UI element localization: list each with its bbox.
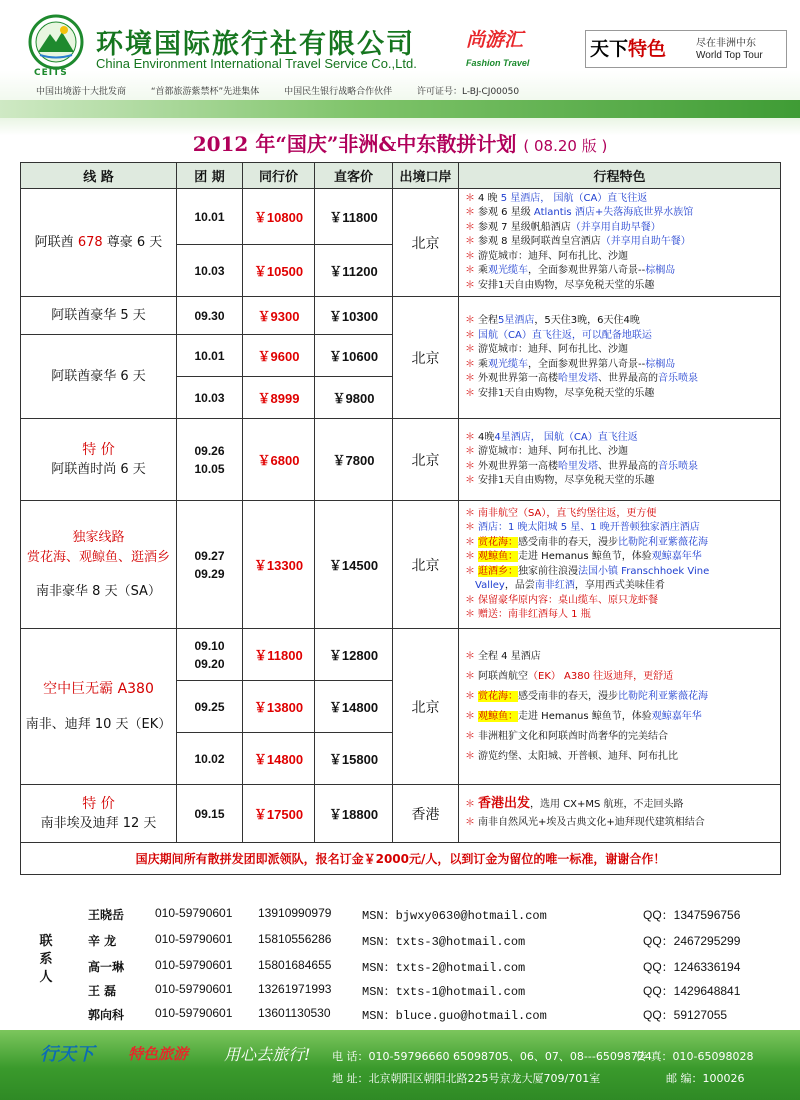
table-row xyxy=(21,419,781,501)
peer-price-cell: ￥6800 xyxy=(243,419,315,501)
logo-tag: CEITS xyxy=(34,68,68,78)
col-header-peer-price: 同行价 xyxy=(243,163,315,189)
route-name: 南非埃及迪拜 12 天 xyxy=(40,815,157,831)
feature-text: 南非红酒 xyxy=(534,580,575,591)
feature-text: 全程 xyxy=(478,315,498,326)
contacts-label xyxy=(38,933,54,987)
feature-text: 哈里发塔 xyxy=(558,460,598,472)
bullet: ＊ xyxy=(465,221,475,233)
col-header-features: 行程特色 xyxy=(459,163,781,189)
page-title-version: ( 08.20 版 ) xyxy=(523,137,608,155)
feature-text: Valley xyxy=(475,580,505,591)
contact-tel: 010-59790601 xyxy=(155,906,233,920)
date-value: 09.27 xyxy=(194,548,225,563)
contact-qq: QQ：2467295299 xyxy=(643,934,741,948)
feature-text: 5 星酒店， xyxy=(500,192,551,204)
direct-price-cell: ￥11800 xyxy=(315,189,393,245)
route-cell xyxy=(21,189,177,297)
contact-name: 郭向科 xyxy=(88,1008,125,1022)
bullet: ＊ xyxy=(465,373,475,384)
brand-tese: 特色 xyxy=(628,38,667,60)
feature-highlight: 赏花海： xyxy=(478,536,518,548)
contact-name: 王 磊 xyxy=(88,984,117,998)
notice-row xyxy=(21,843,781,875)
feature-text: 棕榈岛 xyxy=(645,265,676,277)
peer-price-cell: ￥11800 xyxy=(243,629,315,681)
route-cell xyxy=(21,785,177,843)
date-cell: 10.01 xyxy=(177,335,243,377)
honor-item: 中国民生银行战略合作伙伴 xyxy=(284,87,393,97)
feature-text: Atlantis 酒店+失落海底世界水族馆 xyxy=(533,207,694,219)
feature-text: （EK） A380 往返迪拜，更舒适 xyxy=(528,670,674,682)
brand-slogan-en: World Top Tour xyxy=(696,50,763,61)
feature-text: 阿联酋航空 xyxy=(478,670,528,682)
feature-text: 乘 xyxy=(478,358,488,370)
col-header-direct-price: 直客价 xyxy=(315,163,393,189)
bullet: ＊ xyxy=(465,207,475,219)
features-cell xyxy=(459,501,781,629)
feature-text: 外观世界第一高楼 xyxy=(478,373,558,384)
bullet: ＊ xyxy=(465,710,475,722)
date-cell: 09.15 xyxy=(177,785,243,843)
feature-text: 感受南非的春天，漫步 xyxy=(518,690,618,702)
honor-item: “首都旅游紫禁杯”先进集体 xyxy=(150,87,260,97)
contact-msn: MSN：txts-3@hotmail.com xyxy=(362,935,526,949)
feature-text: 观鲸嘉年华 xyxy=(651,551,702,562)
direct-price-cell: ￥10600 xyxy=(315,335,393,377)
footer-slogan: 用心去旅行! xyxy=(224,1045,311,1064)
bullet: ＊ xyxy=(465,329,475,341)
route-name: 南非、迪拜 10 天（EK） xyxy=(25,716,172,732)
date-cell: 10.02 xyxy=(177,733,243,785)
feature-text: 、世界最高的 xyxy=(598,373,658,384)
direct-price-cell: ￥14500 xyxy=(315,501,393,629)
feature-text: 游览城市：迪拜、阿布扎比、沙迦 xyxy=(478,250,628,262)
bullet: ＊ xyxy=(465,431,475,443)
footer xyxy=(0,1030,800,1100)
contact-tel: 010-59790601 xyxy=(155,1006,233,1020)
feature-text: 安排1天自由购物，尽享免税天堂的乐趣 xyxy=(478,475,655,486)
bullet: ＊ xyxy=(465,750,475,762)
peer-price-cell: ￥10800 xyxy=(243,189,315,245)
date-value: 09.29 xyxy=(194,566,225,581)
feature-text: 国航（CA）直飞往返 xyxy=(550,192,648,204)
port-cell: 北京 xyxy=(393,501,459,629)
bullet: ＊ xyxy=(465,315,475,326)
date-cell: 09.30 xyxy=(177,297,243,335)
feature-text: 5星酒店 xyxy=(498,315,535,326)
route-tag: 特 价 xyxy=(82,795,115,812)
feature-text: 赠送：南非红酒每人 1 瓶 xyxy=(478,609,591,620)
fashion-travel-logo-text: 尚游汇 xyxy=(466,29,524,51)
feature-text: 安排1天自由购物，尽享免税天堂的乐趣 xyxy=(478,279,655,291)
port-cell: 香港 xyxy=(393,785,459,843)
contact-qq: QQ：1347596756 xyxy=(643,908,741,922)
bullet: ＊ xyxy=(465,265,475,277)
route-subtitle: 赏花海、观鲸鱼、逛酒乡 xyxy=(26,549,170,565)
feature-text: ，全面参观世界第八奇景-- xyxy=(528,265,646,277)
feature-text: 走进 Hemanus 鲸鱼节，体验 xyxy=(518,551,652,562)
footer-address: 地 址：北京朝阳区朝阳北路225号京龙大厦709/701室 xyxy=(332,1072,601,1085)
footer-fax: 传 真：010-65098028 xyxy=(636,1050,754,1063)
feature-text: 外观世界第一高楼 xyxy=(478,460,558,472)
bullet: ＊ xyxy=(465,670,475,682)
contact-tel: 010-59790601 xyxy=(155,982,233,996)
feature-text: 乘 xyxy=(478,265,488,277)
contact-qq: QQ：1246336194 xyxy=(643,960,741,974)
brand-slogan-cn: 尽在非洲中东 xyxy=(696,38,756,49)
direct-price-cell: ￥9800 xyxy=(315,377,393,419)
feature-text: ，品尝 xyxy=(504,580,535,591)
table-row xyxy=(21,629,781,681)
direct-price-cell: ￥12800 xyxy=(315,629,393,681)
features-cell xyxy=(459,189,781,297)
col-header-date: 团 期 xyxy=(177,163,243,189)
date-cell: 10.03 xyxy=(177,377,243,419)
header-band xyxy=(0,100,800,118)
feature-text: 国航（CA）直飞往返，可以配备地联运 xyxy=(478,329,652,341)
route-tag: 独家线路 xyxy=(72,529,125,545)
bullet: ＊ xyxy=(465,650,475,662)
feature-text: 游览城市：迪拜、阿布扎比、沙迦 xyxy=(478,446,628,457)
route-cell xyxy=(21,501,177,629)
date-cell: 10.03 xyxy=(177,245,243,297)
brand-tian: 天下 xyxy=(590,38,629,60)
route-name: 阿联酋 xyxy=(34,234,78,250)
bullet: ＊ xyxy=(465,730,475,742)
date-cell: 10.01 xyxy=(177,189,243,245)
deposit-notice: 国庆期间所有散拼发团即派领队，报名订金￥2000元/人，以到订金为留位的唯一标准，谢谢合作！ xyxy=(21,843,781,875)
feature-highlight: 观鲸鱼： xyxy=(478,551,518,562)
feature-text: 音乐喷泉 xyxy=(658,460,698,472)
bullet: ＊ xyxy=(465,799,475,810)
footer-logo-xingtianxia: 行天下 xyxy=(40,1044,94,1065)
col-header-route: 线 路 xyxy=(21,163,177,189)
company-name-cn: 环境国际旅行社有限公司 xyxy=(96,29,415,60)
feature-text: ， 国航（CA）直飞往返 xyxy=(530,431,638,443)
peer-price-cell: ￥13300 xyxy=(243,501,315,629)
feature-text: 游览约堡、太阳城、开普顿、迪拜、阿布扎比 xyxy=(478,750,678,762)
date-cell xyxy=(177,501,243,629)
peer-price-cell: ￥13800 xyxy=(243,681,315,733)
route-tag: 特 价 xyxy=(82,441,115,458)
feature-text: 感受南非的春天，漫步 xyxy=(518,536,618,548)
route-name-tail: 尊豪 6 天 xyxy=(102,234,163,250)
bullet: ＊ xyxy=(465,551,475,562)
peer-price-cell: ￥17500 xyxy=(243,785,315,843)
feature-text: 参观 6 星级 xyxy=(478,207,534,219)
fashion-travel-sub: Fashion Travel xyxy=(466,58,530,68)
date-cell xyxy=(177,419,243,501)
feature-text: 独家前往浪漫 xyxy=(518,565,578,577)
feature-text: 参观 7 星级帆船酒店 xyxy=(478,221,571,233)
feature-text: 棕榈岛 xyxy=(645,358,676,370)
bullet: ＊ xyxy=(465,609,475,620)
direct-price-cell: ￥7800 xyxy=(315,419,393,501)
honors-line xyxy=(36,84,541,97)
contact-tel: 010-59790601 xyxy=(155,958,233,972)
feature-text: 南非自然风光+埃及古典文化+迪拜现代建筑相结合 xyxy=(478,817,705,828)
feature-text: 观光缆车 xyxy=(488,358,528,370)
feature-text: 走进 Hemanus 鲸鱼节，体验 xyxy=(518,710,652,722)
contact-msn: MSN：bluce.guo@hotmail.com xyxy=(362,1009,547,1023)
bullet: ＊ xyxy=(465,594,475,606)
bullet: ＊ xyxy=(465,817,475,828)
date-cell: 09.25 xyxy=(177,681,243,733)
contact-name: 辛 龙 xyxy=(88,934,117,948)
bullet: ＊ xyxy=(465,460,475,472)
bullet: ＊ xyxy=(465,475,475,486)
port-cell: 北京 xyxy=(393,629,459,785)
contact-msn: MSN：txts-1@hotmail.com xyxy=(362,985,526,999)
company-logo-icon xyxy=(28,14,84,70)
feature-text: 全程 4 星酒店 xyxy=(478,650,541,662)
features-cell xyxy=(459,297,781,419)
feature-highlight: 赏花海： xyxy=(478,690,518,702)
date-value: 09.26 xyxy=(194,443,225,458)
brand-mark xyxy=(590,34,666,61)
contact-name: 王晓岳 xyxy=(88,908,125,922)
table-row xyxy=(21,297,781,335)
contact-mobile: 13910990979 xyxy=(258,906,332,920)
footer-logo-tese: 特色旅游 xyxy=(128,1045,189,1063)
date-cell xyxy=(177,629,243,681)
feature-text: 法国小镇 Franschhoek Vine xyxy=(578,565,710,577)
feature-text: （并享用自助午餐） xyxy=(600,236,691,248)
table-row xyxy=(21,189,781,245)
bullet: ＊ xyxy=(465,192,475,204)
bullet: ＊ xyxy=(465,446,475,457)
bullet: ＊ xyxy=(465,236,475,248)
feature-text: 比勒陀利亚紫薇花海 xyxy=(618,690,708,702)
peer-price-cell: ￥9600 xyxy=(243,335,315,377)
contact-name: 高一琳 xyxy=(88,960,125,974)
peer-price-cell: ￥8999 xyxy=(243,377,315,419)
features-cell xyxy=(459,785,781,843)
feature-text: 4晚 xyxy=(478,431,495,443)
table-header-row xyxy=(21,163,781,189)
feature-highlight: 观鲸鱼： xyxy=(478,710,518,722)
feature-text: ，选用 CX+MS 航班，不走回头路 xyxy=(530,799,684,810)
peer-price-cell: ￥14800 xyxy=(243,733,315,785)
feature-text: 4星酒店 xyxy=(494,431,531,443)
route-cell xyxy=(21,629,177,785)
contact-mobile: 15810556286 xyxy=(258,932,332,946)
route-name: 阿联酋时尚 6 天 xyxy=(51,461,146,477)
header xyxy=(0,0,800,118)
feature-text: ，5天住3晚，6天住4晚 xyxy=(534,315,640,326)
contact-msn: MSN：txts-2@hotmail.com xyxy=(362,961,526,975)
contact-msn: MSN：bjwxy0630@hotmail.com xyxy=(362,909,547,923)
feature-highlight: 逛酒乡： xyxy=(478,565,518,577)
port-cell: 北京 xyxy=(393,297,459,419)
port-cell: 北京 xyxy=(393,419,459,501)
page-title xyxy=(193,128,608,157)
contacts-label-text: 联系人 xyxy=(39,934,53,985)
bullet: ＊ xyxy=(465,507,475,519)
feature-text: 参观 8 星级阿联酋皇宫酒店 xyxy=(478,236,601,248)
license-number: 许可证号：L-BJ-CJ00050 xyxy=(416,87,520,97)
footer-phone: 电 话：010-59796660 65098705、06、07、08---65098724 xyxy=(332,1050,652,1063)
page-title-main: 2012 年“国庆”非洲&中东散拼计划 xyxy=(192,132,517,156)
bullet: ＊ xyxy=(465,522,475,533)
features-cell xyxy=(459,419,781,501)
bullet: ＊ xyxy=(465,565,475,577)
feature-text: 非洲粗犷文化和阿联酋时尚奢华的完美结合 xyxy=(478,730,668,742)
feature-text: 酒店：1 晚太阳城 5 星、1 晚开普顿独家酒庄酒店 xyxy=(478,522,700,533)
feature-highlight: 香港出发 xyxy=(478,796,531,811)
tour-plan-table xyxy=(20,162,781,875)
table-row xyxy=(21,501,781,629)
bullet: ＊ xyxy=(465,536,475,548)
bullet: ＊ xyxy=(465,344,475,355)
table-row xyxy=(21,785,781,843)
feature-text: 保留豪华原内容：桌山缆车、原只龙虾餐 xyxy=(478,594,658,606)
direct-price-cell: ￥14800 xyxy=(315,681,393,733)
feature-text: 南非航空（SA），直飞约堡往返，更方便 xyxy=(478,507,657,519)
feature-text: 比勒陀利亚紫薇花海 xyxy=(618,536,708,548)
direct-price-cell: ￥18800 xyxy=(315,785,393,843)
route-tag: 空中巨无霸 A380 xyxy=(43,680,154,697)
peer-price-cell: ￥10500 xyxy=(243,245,315,297)
route-cell: 阿联酋豪华 5 天 xyxy=(21,297,177,335)
feature-text: 音乐喷泉 xyxy=(658,373,698,384)
bullet: ＊ xyxy=(465,358,475,370)
date-value: 09.10 xyxy=(194,638,225,653)
route-name: 南非豪华 8 天（SA） xyxy=(36,583,161,599)
feature-text: ，享用西式美味佳肴 xyxy=(574,580,665,591)
contact-tel: 010-59790601 xyxy=(155,932,233,946)
contact-qq: QQ：59127055 xyxy=(643,1008,728,1022)
title-bar xyxy=(0,118,800,162)
contact-mobile: 13261971993 xyxy=(258,982,332,996)
port-cell: 北京 xyxy=(393,189,459,297)
route-cell: 阿联酋豪华 6 天 xyxy=(21,335,177,419)
bullet: ＊ xyxy=(465,250,475,262)
contact-qq: QQ：1429648841 xyxy=(643,984,741,998)
feature-text: 安排1天自由购物，尽享免税天堂的乐趣 xyxy=(478,387,655,399)
date-value: 10.05 xyxy=(194,461,225,476)
feature-text: ，全面参观世界第八奇景-- xyxy=(528,358,646,370)
feature-text: 、世界最高的 xyxy=(598,460,658,472)
route-cell xyxy=(21,419,177,501)
direct-price-cell: ￥11200 xyxy=(315,245,393,297)
feature-text: 观鲸嘉年华 xyxy=(651,710,702,722)
bullet: ＊ xyxy=(465,690,475,702)
feature-text: （并享用自助早餐） xyxy=(570,221,661,233)
feature-text: 游览城市：迪拜、阿布扎比、沙迦 xyxy=(478,344,628,355)
peer-price-cell: ￥9300 xyxy=(243,297,315,335)
direct-price-cell: ￥10300 xyxy=(315,297,393,335)
bullet: ＊ xyxy=(465,279,475,291)
direct-price-cell: ￥15800 xyxy=(315,733,393,785)
feature-text: 哈里发塔 xyxy=(558,373,598,384)
company-name-en: China Environment International Travel Service Co.,Ltd. xyxy=(96,56,417,71)
contact-mobile: 13601130530 xyxy=(258,1006,331,1020)
col-header-port: 出境口岸 xyxy=(393,163,459,189)
footer-zip: 邮 编：100026 xyxy=(666,1072,745,1085)
route-number: 678 xyxy=(77,234,103,250)
honor-item: 中国出境游十大批发商 xyxy=(36,87,127,97)
date-value: 09.20 xyxy=(194,656,225,671)
bullet: ＊ xyxy=(465,387,475,399)
feature-text: 4 晚 xyxy=(478,192,501,204)
contact-mobile: 15801684655 xyxy=(258,958,332,972)
features-cell xyxy=(459,629,781,785)
feature-text: 观光缆车 xyxy=(488,265,528,277)
